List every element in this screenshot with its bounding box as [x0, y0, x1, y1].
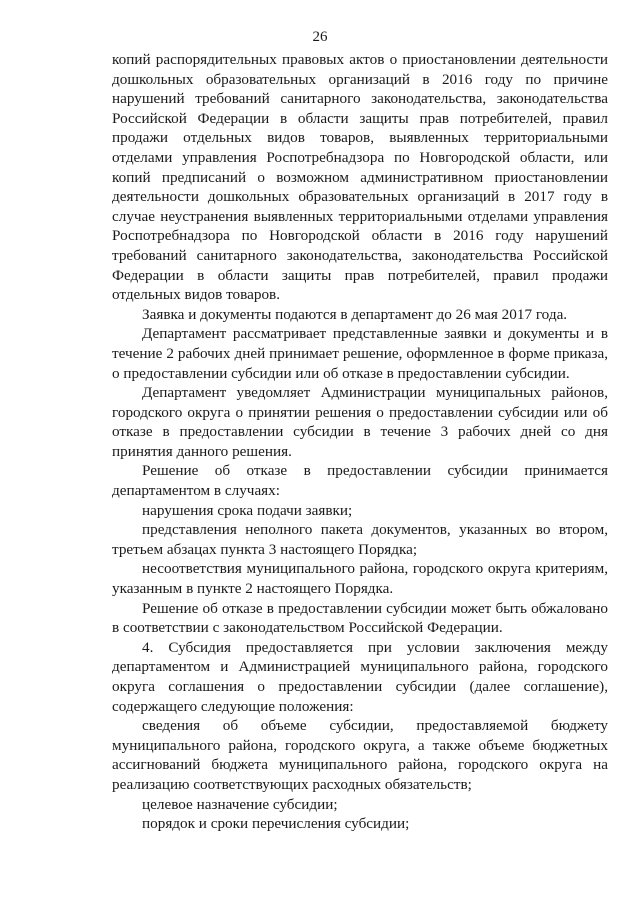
list-item-transfer-terms: порядок и сроки перечисления субсидии; [142, 815, 410, 833]
page-number: 26 [312, 29, 328, 45]
paragraph-section-4: 4. Субсидия предоставляется при условии заключения между департаментом и Администрацией муниципального района, городского округа соглашения о предоставлении субсидии (далее соглашение), содержащего следующие положения: [112, 638, 608, 715]
list-item-purpose: целевое назначение субсидии; [142, 795, 338, 813]
document-body [112, 50, 608, 834]
paragraph-appeal: Решение об отказе в предоставлении субсидии может быть обжаловано в соответствии с законодательством Российской Федерации. [112, 599, 608, 637]
list-item-subsidy-volume: сведения об объеме субсидии, предоставляемой бюджету муниципального района, городского округа, а также объеме бюджетных ассигнований бюджета муниципального района, городского округа на реализацию соответствующих расходных обязательств; [112, 717, 608, 793]
paragraph-review: Департамент рассматривает представленные заявки и документы и в течение 2 рабочих дней принимает решение, оформленное в форме приказа, о предоставлении субсидии или об отказе в предоставлении субсидии. [112, 325, 608, 382]
paragraph-notification: Департамент уведомляет Администрации муниципальных районов, городского округа о принятии решения о предоставлении субсидии или об отказе в предоставлении субсидии в течение 3 рабочих дней со дня принятия данного решения. [112, 384, 608, 460]
paragraph-refusal-cases: Решение об отказе в предоставлении субсидии принимается департаментом в случаях: [112, 462, 608, 500]
paragraph-documents-copies: копий распорядительных правовых актов о приостановлении деятельности дошкольных образовательных организаций в 2016 году по причине нарушений требований санитарного законодательства, законодательства Российской Федерации в области защиты прав потребителей, правил продажи отдельных видов товаров, выявленных территориальными отделами управления Роспотребнадзора по Новгородской области, или копий предписаний о возможном административном приостановлении деятельности дошкольных образовательных организаций в 2017 году в случае неустранения выявленных территориальными отделами управления Роспотребнадзора по Новгородской области в 2016 году нарушений требований санитарного законодательства, законодательства Российской Федерации в области защиты прав потребителей, правил продажи отдельных видов товаров. [112, 51, 608, 304]
paragraph-deadline: Заявка и документы подаются в департамент до 26 мая 2017 года. [142, 305, 568, 323]
list-item-criteria-mismatch: несоответствия муниципального района, городского округа критериям, указанным в пункте 2 настоящего Порядка. [112, 560, 608, 598]
list-item-incomplete-package: представления неполного пакета документов, указанных во втором, третьем абзацах пункта 3 настоящего Порядка; [112, 521, 608, 558]
list-item-deadline-violation: нарушения срока подачи заявки; [142, 501, 353, 519]
